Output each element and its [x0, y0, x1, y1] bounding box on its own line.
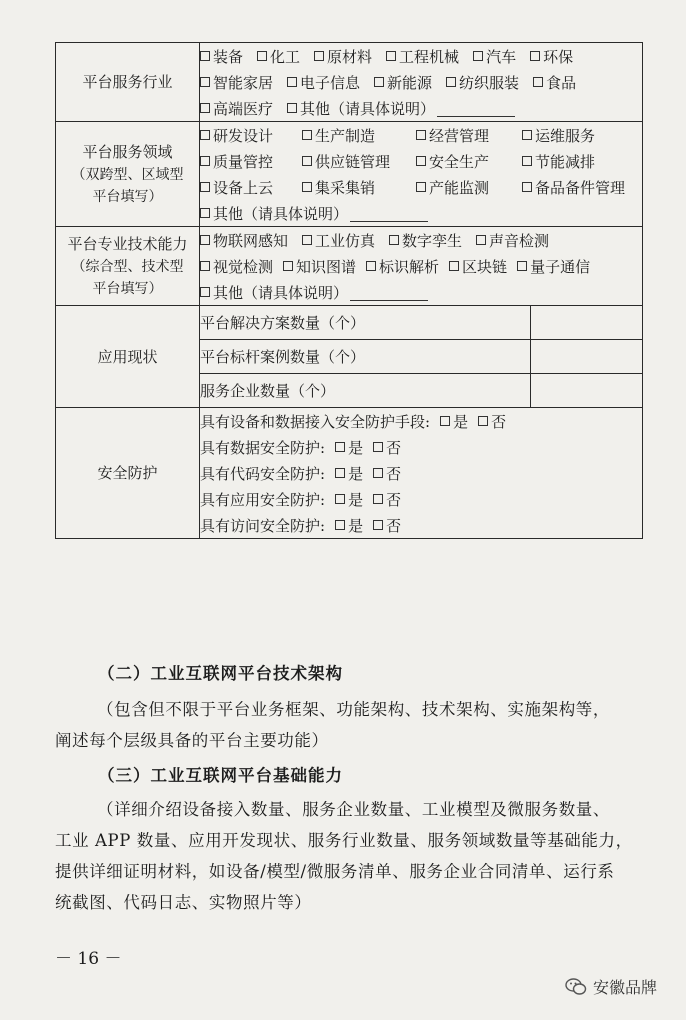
option-line: [200, 122, 642, 148]
security-item: 具有设备和数据接入安全防护手段: 是 否: [200, 412, 507, 431]
wechat-icon: [565, 977, 587, 997]
checkbox-option[interactable]: 设备上云: [200, 177, 288, 198]
checkbox-option[interactable]: 量子通信: [517, 256, 590, 277]
industry-row: [56, 43, 643, 122]
checkbox-icon[interactable]: [416, 156, 426, 166]
checkbox-option[interactable]: 汽车: [473, 46, 516, 67]
checkbox-icon[interactable]: [200, 235, 210, 245]
checkbox-icon[interactable]: [302, 130, 312, 140]
checkbox-icon[interactable]: [302, 156, 312, 166]
security-item: 具有访问安全防护: 是 否: [200, 516, 402, 535]
option-line: [200, 95, 642, 121]
checkbox-option[interactable]: 纺织服装: [446, 72, 519, 93]
checkbox-option[interactable]: 新能源: [374, 72, 432, 93]
checkbox-option[interactable]: 电子信息: [287, 72, 360, 93]
yes-option[interactable]: 是: [440, 411, 468, 432]
industry-label-cell: [56, 43, 200, 122]
checkbox-option-other[interactable]: 其他（请具体说明）: [200, 203, 428, 224]
checkbox-option[interactable]: 区块链: [449, 256, 507, 277]
watermark: [565, 975, 657, 998]
domain-row: [56, 122, 643, 227]
checkbox-icon[interactable]: [473, 51, 483, 61]
checkbox-icon[interactable]: [530, 51, 540, 61]
checkbox-option[interactable]: 节能减排: [522, 151, 595, 172]
checkbox-icon[interactable]: [200, 208, 210, 218]
fill-in-blank[interactable]: [437, 100, 515, 117]
checkbox-option[interactable]: 高端医疗: [200, 98, 273, 119]
checkbox-option[interactable]: 质量管控: [200, 151, 288, 172]
watermark-text: 安徽品牌: [593, 978, 658, 997]
checkbox-option[interactable]: 智能家居: [200, 72, 273, 93]
checkbox-icon[interactable]: [373, 468, 383, 478]
domain-label-cell: [56, 122, 200, 227]
tech-note: （综合型、技术型: [71, 259, 184, 275]
checkbox-option[interactable]: 数字孪生: [389, 230, 462, 251]
metric-value-field[interactable]: [530, 374, 642, 408]
checkbox-icon[interactable]: [416, 182, 426, 192]
tech-label-cell: [56, 227, 200, 306]
checkbox-icon[interactable]: [373, 494, 383, 504]
checkbox-option-other[interactable]: 其他（请具体说明）: [287, 98, 515, 119]
checkbox-icon[interactable]: [200, 182, 210, 192]
tech-note: 平台填写）: [92, 281, 163, 297]
checkbox-icon[interactable]: [287, 77, 297, 87]
checkbox-option[interactable]: 安全生产: [416, 151, 508, 172]
fill-in-blank[interactable]: [350, 284, 428, 301]
checkbox-icon[interactable]: [478, 416, 488, 426]
industry-options: [200, 43, 643, 122]
no-option[interactable]: 否: [373, 489, 401, 510]
checkbox-option[interactable]: 产能监测: [416, 177, 508, 198]
checkbox-icon[interactable]: [449, 261, 459, 271]
checkbox-icon[interactable]: [416, 130, 426, 140]
security-row: [56, 408, 643, 539]
checkbox-icon[interactable]: [522, 156, 532, 166]
metric-label: 平台解决方案数量（个）: [200, 306, 531, 340]
no-option[interactable]: 否: [373, 437, 401, 458]
checkbox-icon[interactable]: [287, 103, 297, 113]
checkbox-option[interactable]: 工业仿真: [302, 230, 375, 251]
checkbox-option[interactable]: 环保: [530, 46, 573, 67]
checkbox-option[interactable]: 备品备件管理: [522, 177, 625, 198]
checkbox-option[interactable]: 供应链管理: [302, 151, 402, 172]
page-number: － 16 －: [55, 949, 122, 969]
checkbox-option[interactable]: 研发设计: [200, 125, 288, 146]
checkbox-icon[interactable]: [533, 77, 543, 87]
checkbox-icon[interactable]: [389, 235, 399, 245]
checkbox-option[interactable]: 声音检测: [476, 230, 549, 251]
checkbox-icon[interactable]: [200, 51, 210, 61]
checkbox-icon[interactable]: [522, 182, 532, 192]
status-row: [56, 306, 643, 340]
domain-label: 平台服务领域: [82, 143, 173, 161]
option-line: [200, 148, 642, 174]
domain-options: [200, 122, 643, 227]
security-item: 具有数据安全防护: 是 否: [200, 438, 402, 457]
yes-option[interactable]: 是: [335, 437, 363, 458]
checkbox-option[interactable]: 集采集销: [302, 177, 402, 198]
fill-in-blank[interactable]: [350, 205, 428, 222]
checkbox-icon[interactable]: [314, 51, 324, 61]
domain-note: （双跨型、区域型: [71, 167, 184, 183]
option-line: [200, 200, 642, 226]
checkbox-icon[interactable]: [283, 261, 293, 271]
checkbox-icon[interactable]: [373, 442, 383, 452]
checkbox-option[interactable]: 食品: [533, 72, 576, 93]
status-label-cell: [56, 306, 200, 408]
checkbox-icon[interactable]: [200, 156, 210, 166]
checkbox-option[interactable]: 标识解析: [366, 256, 439, 277]
checkbox-option[interactable]: 视觉检测: [200, 256, 273, 277]
no-option[interactable]: 否: [373, 463, 401, 484]
domain-note: 平台填写）: [92, 189, 163, 205]
checkbox-icon[interactable]: [522, 130, 532, 140]
option-line: [200, 69, 642, 95]
checkbox-option[interactable]: 工程机械: [386, 46, 459, 67]
checkbox-option[interactable]: 运维服务: [522, 125, 595, 146]
security-label: 安全防护: [97, 464, 158, 482]
metric-label: 服务企业数量（个）: [200, 374, 531, 408]
security-item: 具有代码安全防护: 是 否: [200, 464, 402, 483]
checkbox-icon[interactable]: [200, 261, 210, 271]
checkbox-icon[interactable]: [335, 520, 345, 530]
checkbox-option[interactable]: 装备: [200, 46, 243, 67]
yes-option[interactable]: 是: [335, 463, 363, 484]
checkbox-icon[interactable]: [302, 182, 312, 192]
yes-option[interactable]: 是: [335, 515, 363, 536]
checkbox-option[interactable]: 生产制造: [302, 125, 402, 146]
option-line: [200, 253, 642, 279]
tech-row: [56, 227, 643, 306]
checkbox-icon[interactable]: [200, 77, 210, 87]
checkbox-option[interactable]: 物联网感知: [200, 230, 288, 251]
checkbox-icon[interactable]: [386, 51, 396, 61]
section-3-heading: （三）工业互联网平台基础能力: [98, 766, 343, 785]
option-line: [200, 43, 642, 69]
yes-option[interactable]: 是: [335, 489, 363, 510]
checkbox-option[interactable]: 原材料: [314, 46, 372, 67]
section-2-body: （包含但不限于平台业务框架、功能架构、技术架构、实施架构等， 阐述每个层级具备的平台主要功能）: [55, 700, 610, 750]
section-2-heading: （二）工业互联网平台技术架构: [98, 664, 343, 683]
checkbox-icon[interactable]: [374, 77, 384, 87]
checkbox-option[interactable]: 知识图谱: [283, 256, 356, 277]
checkbox-icon[interactable]: [446, 77, 456, 87]
checkbox-option[interactable]: 经营管理: [416, 125, 508, 146]
option-line: [200, 227, 642, 253]
checkbox-icon[interactable]: [257, 51, 267, 61]
checkbox-icon[interactable]: [335, 442, 345, 452]
checkbox-icon[interactable]: [335, 494, 345, 504]
checkbox-icon[interactable]: [366, 261, 376, 271]
platform-info-table: [55, 42, 643, 539]
checkbox-icon[interactable]: [373, 520, 383, 530]
no-option[interactable]: 否: [373, 515, 401, 536]
security-item: 具有应用安全防护: 是 否: [200, 490, 402, 509]
metric-value-field[interactable]: [530, 306, 642, 340]
section-3-body: （详细介绍设备接入数量、服务企业数量、工业模型及微服务数量、 工业 APP 数量、应用开发现状、服务行业数量、服务领域数量等基础能力， 提供详细证明材料，如设备/模型/微服务清单、服务企业合同清单、运行系 统截图、代码日志、实物照片等）: [55, 800, 633, 912]
security-label-cell: [56, 408, 200, 539]
metric-value-field[interactable]: [530, 340, 642, 374]
checkbox-icon[interactable]: [302, 235, 312, 245]
checkbox-option-other[interactable]: 其他（请具体说明）: [200, 282, 428, 303]
checkbox-icon[interactable]: [200, 130, 210, 140]
tech-label: 平台专业技术能力: [67, 235, 188, 253]
checkbox-icon[interactable]: [476, 235, 486, 245]
security-options: [200, 408, 643, 539]
industry-label: 平台服务行业: [82, 73, 173, 91]
option-line: [200, 174, 642, 200]
checkbox-icon[interactable]: [200, 287, 210, 297]
option-line: [200, 279, 642, 305]
checkbox-icon[interactable]: [335, 468, 345, 478]
metric-label: 平台标杆案例数量（个）: [200, 340, 531, 374]
no-option[interactable]: 否: [478, 411, 506, 432]
status-label: 应用现状: [97, 347, 158, 366]
checkbox-icon[interactable]: [517, 261, 527, 271]
checkbox-icon[interactable]: [440, 416, 450, 426]
checkbox-option[interactable]: 化工: [257, 46, 300, 67]
checkbox-icon[interactable]: [200, 103, 210, 113]
tech-options: [200, 227, 643, 306]
